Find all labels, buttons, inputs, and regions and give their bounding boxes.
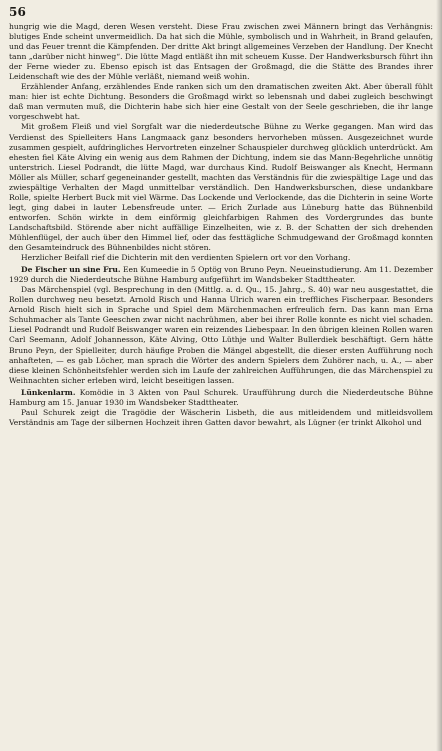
- paragraph: Herzlicher Beifall rief die Dichterin mit den verdienten Spielern ort vor den Vorhang.: [21, 253, 351, 263]
- paragraph: Erzählender Anfang, erzählendes Ende ranken sich um den dramatischen zweiten Akt. Aber überall fühlt man: hier ist echte Dichtung. Besonders die Großmagd wirkt so lebensnah und dabei zugleich beschwingt daß man vermuten muß, die Dichterin habe sich hier eine Gestalt von der Seele geschrieben, die ihr lange vorgeschwebt hat.: [9, 82, 433, 122]
- play-title: De Fischer un sine Fru.: [21, 265, 121, 275]
- review-entry-luenkenlarm: [9, 388, 433, 408]
- paragraph: Komödie in 3 Akten von Paul Schurek. Uraufführung durch die Niederdeutsche Bühne Hamburg am 15. Januar 1930 im Wandsbeker Stadttheater.: [9, 387, 433, 407]
- paragraph: Een Kumeedie in 5 Optög von Bruno Peyn. Neueinstudierung. Am 11. Dezember 1929 durch die Niederdeutsche Bühne Hamburg aufgeführt im Wandsbeker Stadttheater.: [9, 265, 434, 285]
- review-entry-fischer: [9, 265, 433, 285]
- paragraph: hungrig wie die Magd, deren Wesen versteht. Diese Frau zwischen zwei Männern bringt das Verhängnis: blutiges Ende scheint unvermeidlich. Da hat sich die Mühle, symbolisch und in Wahrheit, in Brand gelaufen, und das Feuer trennt die Kämpfenden. Der dritte Akt bringt allgemeines Verzeben der Handlung. Der Knecht tann „darüber nicht hinweg“. Die lütte Magd entläßt ihn mit scheuem Kusse. Der Handwerksbursch führt ihn der Ferne wieder zu. Ebenso episch ist das Entsagen der Großmagd, die die Stätte des Brandes ihrer Leidenschaft wie des der Mühle verläßt, niemand weiß wohin.: [9, 22, 433, 82]
- paragraph: Paul Schurek zeigt die Tragödie der Wäscherin Lisbeth, die aus mitleidendem und mitleidsvollem Verständnis am Tage der silbernen Hochzeit ihren Gatten davor bewahrt, als Lügner (er trinkt Alkohol und: [9, 407, 433, 427]
- paragraph: Das Märchenspiel (vgl. Besprechung in den (Mittlg. a. d. Qu., 15. Jahrg., S. 40) war neu ausgestattet, die Rollen durchweg neu besetzt. Arnold Risch und Hanna Ulrich waren ein treffliches Fischerpaar. Besonders Arnold Risch hielt sich in Sprache und Spiel dem Märchenmachen erfreulich fern. Das kann man Erna Schuhmacher als Tante Geeschen zwar nicht nachrühmen, aber bei ihrer Rolle konnte es nicht viel schaden. Liesel Podrandt und Rudolf Beiswanger waren ein reizendes Liebespaar. In den übrigen kleinen Rollen waren Carl Seemann, Adolf Johannesson, Käte Alving, Otto Lüthje und Walter Bullerdiek beschäftigt. Gern hätte Bruno Peyn, der Spielleiter, durch häufige Proben die Mängel abgestellt, die dieser ersten Aufführung noch anhafteten, — es gab Löcher, man sprach die Wörter des andern Spielers dem Zuhörer nach, u. A., — aber diese kleinen Schönheitsfehler werden sich im Laufe der zahlreichen Aufführungen, die das Märchenspiel zu Weihnachten sicher erleben wird, leicht beseitigen lassen.: [9, 285, 433, 385]
- article-body: [9, 22, 433, 428]
- paragraph: Mit großem Fleiß und viel Sorgfalt war die niederdeutsche Bühne zu Werke gegangen. Man wird das Verdienst des Spielleiters Hans Langmaack ganz besonders hervorheben müssen. Ausgezeichnet wurde zusammen gespielt, aufdringliches Hervortreten einzelner Schauspieler durchweg glücklich unterdrückt. Am ehesten fiel Käte Alving ein wenig aus dem Rahmen der Dichtung, indem sie das Mann-Begehrliche unnötig unterstrich. Liesel Podrandt, die lütte Magd, war durchaus Kind. Rudolf Beiswanger als Knecht, Hermann Möller als Müller, scharf gegeneinander gestellt, machten das Verständnis für die zwiespältige Lage und das zwiespältige Verhalten der Magd unmittelbar verständlich. Den Handwerksburschen, diese undankbare Rolle, spielte Herbert Buck mit viel Wärme. Das Lockende und Verlockende, das die Dichterin in seine Worte legt, ging dabei in lauter Lebensfreude unter. — Erich Zurlade aus Lüneburg hatte das Bühnenbild entworfen. Schön wirkte in dem einförmig gleichfarbigen Rahmen des Vordergrundes das bunte Landschaftsbild. Störende aber nicht auffällige Einzelheiten, wie z. B. der Schatten der sich drehenden Mühlenflügel, der auch über den Himmel lief, oder das festtägliche Schmudgewand der Großmagd konnten den Gesamteindruck des Bühnenbildes nicht stören.: [9, 122, 433, 253]
- play-title: Lünkenlarm.: [21, 387, 76, 397]
- page-edge-shadow: [436, 0, 442, 751]
- page-number: 56: [9, 5, 27, 19]
